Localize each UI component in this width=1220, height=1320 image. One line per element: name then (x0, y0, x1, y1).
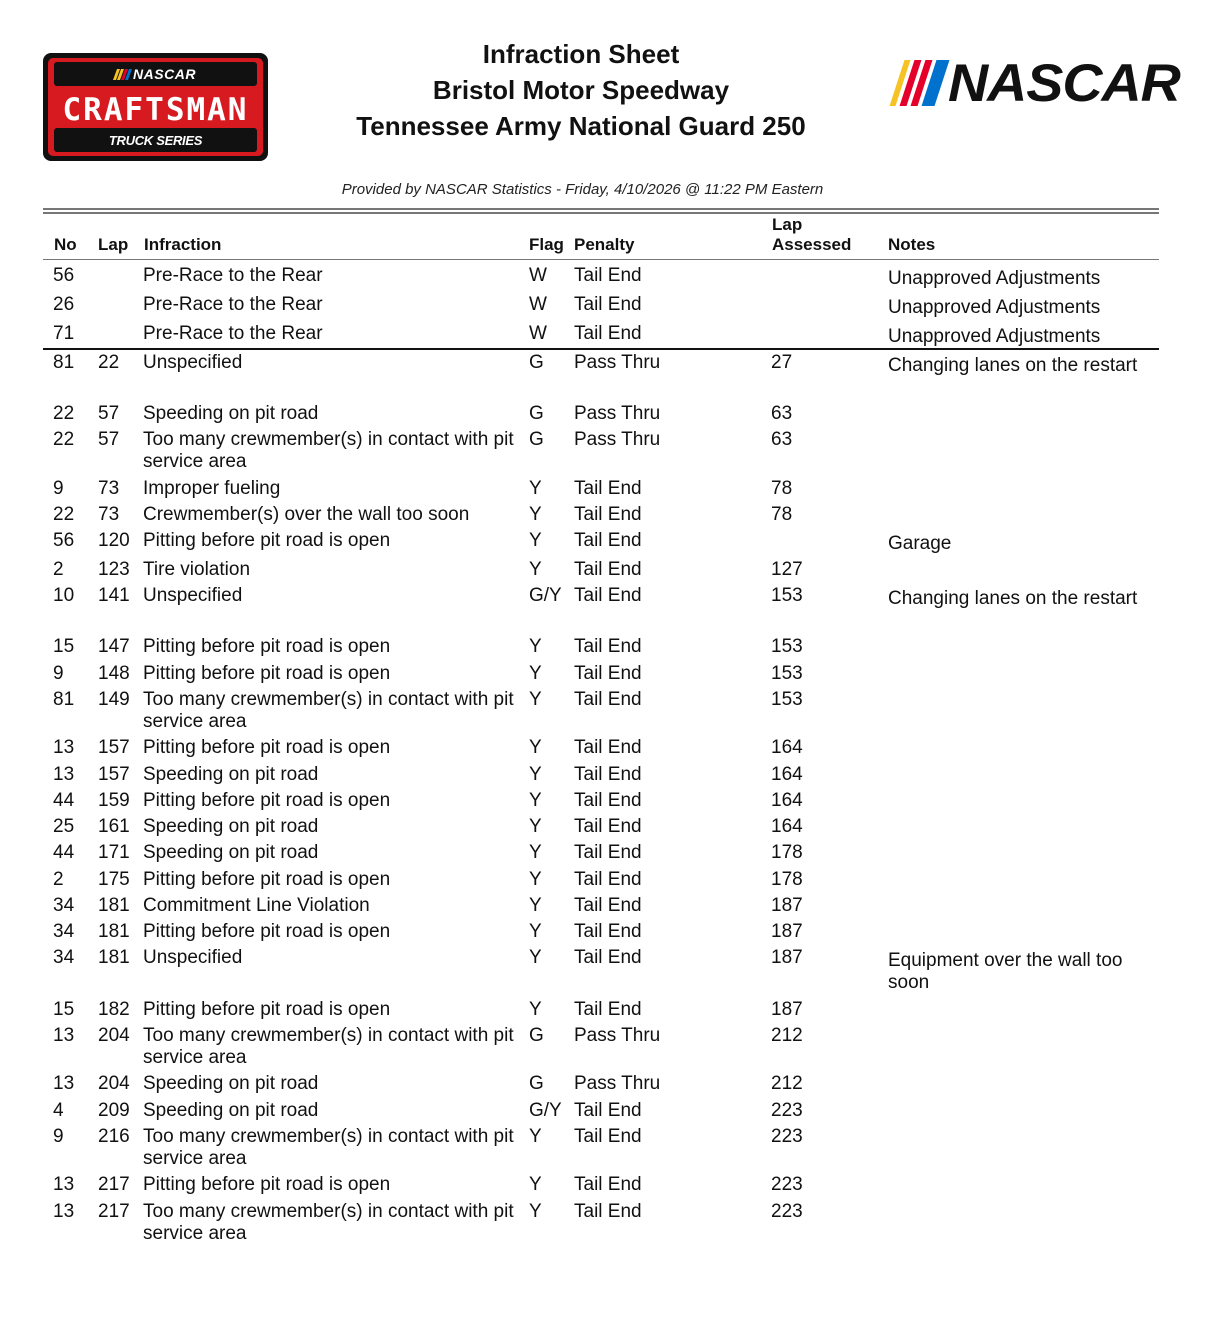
cell-infraction: Pre-Race to the Rear (143, 265, 323, 286)
cell-lap: 73 (98, 478, 120, 499)
cell-lap-assessed: 78 (771, 478, 793, 499)
cell-lap: 157 (98, 764, 130, 785)
logo-truck-series-text: TRUCK SERIES (54, 128, 257, 152)
cell-flag: G (529, 429, 544, 450)
column-header-lap-assessed-line2: Assessed (772, 235, 852, 254)
cell-lap-assessed: 164 (771, 816, 803, 837)
cell-lap-assessed: 212 (771, 1073, 803, 1094)
cell-car-number: 34 (53, 895, 75, 916)
cell-car-number: 22 (53, 504, 75, 525)
cell-flag: Y (529, 999, 542, 1020)
cell-infraction: Too many crewmember(s) in contact with pit service area (143, 1025, 514, 1068)
cell-penalty: Tail End (574, 585, 642, 606)
cell-flag: Y (529, 869, 542, 890)
cell-lap-assessed: 187 (771, 999, 803, 1020)
cell-car-number: 81 (53, 689, 75, 710)
cell-flag: G/Y (529, 585, 562, 606)
cell-lap: 204 (98, 1073, 130, 1094)
cell-penalty: Tail End (574, 504, 642, 525)
cell-car-number: 13 (53, 1073, 75, 1094)
cell-infraction: Commitment Line Violation (143, 895, 370, 916)
cell-lap: 181 (98, 947, 130, 968)
cell-lap-assessed: 164 (771, 790, 803, 811)
cell-lap: 217 (98, 1201, 130, 1222)
cell-infraction: Too many crewmember(s) in contact with pit service area (143, 429, 514, 472)
cell-infraction: Pitting before pit road is open (143, 999, 391, 1020)
logo-red-panel (48, 58, 263, 156)
cell-flag: W (529, 294, 547, 315)
cell-flag: Y (529, 504, 542, 525)
cell-flag: Y (529, 921, 542, 942)
nascar-logo (897, 53, 1180, 113)
cell-car-number: 44 (53, 842, 75, 863)
cell-lap-assessed: 187 (771, 921, 803, 942)
cell-penalty: Tail End (574, 689, 642, 710)
cell-flag: Y (529, 895, 542, 916)
cell-infraction: Pitting before pit road is open (143, 1174, 391, 1195)
cell-car-number: 22 (53, 403, 75, 424)
cell-infraction: Pitting before pit road is open (143, 790, 391, 811)
cell-penalty: Tail End (574, 764, 642, 785)
cell-lap-assessed: 212 (771, 1025, 803, 1046)
cell-car-number: 9 (53, 1126, 64, 1147)
cell-car-number: 56 (53, 530, 75, 551)
cell-infraction: Pre-Race to the Rear (143, 294, 323, 315)
cell-car-number: 22 (53, 429, 75, 450)
cell-penalty: Pass Thru (574, 1073, 661, 1094)
cell-penalty: Tail End (574, 790, 642, 811)
cell-penalty: Tail End (574, 999, 642, 1020)
cell-lap-assessed: 187 (771, 895, 803, 916)
cell-infraction: Speeding on pit road (143, 403, 319, 424)
cell-flag: G (529, 403, 544, 424)
cell-flag: Y (529, 663, 542, 684)
cell-lap: 159 (98, 790, 130, 811)
column-header-flag: Flag (529, 235, 564, 254)
provided-by-line: Provided by NASCAR Statistics - Friday, 4/10/2026 @ 11:22 PM Eastern (341, 181, 824, 198)
cell-car-number: 4 (53, 1100, 64, 1121)
cell-lap-assessed: 223 (771, 1201, 803, 1222)
title-block (330, 36, 832, 144)
column-header-lap: Lap (98, 235, 129, 254)
cell-car-number: 15 (53, 999, 75, 1020)
logo-nascar-text: NASCAR (133, 66, 196, 82)
cell-penalty: Pass Thru (574, 1025, 661, 1046)
cell-lap-assessed: 63 (771, 403, 793, 424)
cell-lap: 181 (98, 921, 130, 942)
cell-lap: 123 (98, 559, 130, 580)
cell-lap-assessed: 178 (771, 869, 803, 890)
cell-car-number: 13 (53, 1174, 75, 1195)
cell-infraction: Pitting before pit road is open (143, 869, 391, 890)
cell-lap: 209 (98, 1100, 130, 1121)
nascar-stripes-icon (113, 69, 132, 80)
cell-flag: Y (529, 947, 542, 968)
cell-penalty: Tail End (574, 1174, 642, 1195)
cell-infraction: Speeding on pit road (143, 816, 319, 837)
cell-car-number: 2 (53, 869, 64, 890)
cell-lap: 181 (98, 895, 130, 916)
cell-car-number: 13 (53, 737, 75, 758)
cell-lap-assessed: 178 (771, 842, 803, 863)
header-rule (43, 259, 1159, 260)
cell-car-number: 56 (53, 265, 75, 286)
cell-lap: 175 (98, 869, 130, 890)
nascar-stripes-icon (890, 60, 950, 106)
cell-penalty: Tail End (574, 895, 642, 916)
cell-car-number: 10 (53, 585, 75, 606)
cell-lap-assessed: 153 (771, 636, 803, 657)
cell-lap: 57 (98, 429, 120, 450)
cell-flag: G/Y (529, 1100, 562, 1121)
cell-penalty: Tail End (574, 921, 642, 942)
cell-infraction: Unspecified (143, 585, 243, 606)
cell-lap-assessed: 223 (771, 1174, 803, 1195)
cell-lap: 157 (98, 737, 130, 758)
cell-flag: Y (529, 816, 542, 837)
column-header-notes: Notes (888, 235, 936, 254)
cell-infraction: Speeding on pit road (143, 1100, 319, 1121)
page-title: Infraction Sheet (482, 39, 680, 69)
cell-lap: 217 (98, 1174, 130, 1195)
cell-notes: Unapproved Adjustments (888, 326, 1101, 347)
cell-infraction: Tire violation (143, 559, 251, 580)
cell-lap-assessed: 164 (771, 737, 803, 758)
cell-infraction: Pitting before pit road is open (143, 737, 391, 758)
cell-lap-assessed: 153 (771, 663, 803, 684)
cell-penalty: Tail End (574, 294, 642, 315)
cell-lap: 57 (98, 403, 120, 424)
cell-penalty: Pass Thru (574, 429, 661, 450)
cell-penalty: Tail End (574, 869, 642, 890)
cell-flag: Y (529, 1126, 542, 1147)
track-name: Bristol Motor Speedway (432, 75, 730, 105)
cell-penalty: Tail End (574, 636, 642, 657)
cell-flag: Y (529, 636, 542, 657)
logo-top-band (54, 62, 257, 86)
nascar-wordmark: NASCAR (948, 53, 1180, 113)
cell-lap: 141 (98, 585, 130, 606)
cell-notes: Unapproved Adjustments (888, 297, 1101, 318)
cell-lap-assessed: 63 (771, 429, 793, 450)
cell-notes: Garage (888, 533, 952, 554)
cell-car-number: 44 (53, 790, 75, 811)
cell-penalty: Tail End (574, 478, 642, 499)
cell-notes: Changing lanes on the restart (888, 355, 1138, 376)
cell-penalty: Tail End (574, 1126, 642, 1147)
cell-notes: Changing lanes on the restart (888, 588, 1138, 609)
cell-lap: 73 (98, 504, 120, 525)
cell-lap: 216 (98, 1126, 130, 1147)
race-name: Tennessee Army National Guard 250 (356, 111, 806, 141)
cell-notes: Equipment over the wall too soon (888, 950, 1123, 993)
cell-infraction: Unspecified (143, 947, 243, 968)
cell-car-number: 2 (53, 559, 64, 580)
column-header-penalty: Penalty (574, 235, 635, 254)
cell-infraction: Pitting before pit road is open (143, 636, 391, 657)
cell-penalty: Tail End (574, 323, 642, 344)
cell-flag: Y (529, 790, 542, 811)
cell-infraction: Crewmember(s) over the wall too soon (143, 504, 470, 525)
cell-penalty: Tail End (574, 842, 642, 863)
cell-car-number: 34 (53, 921, 75, 942)
cell-flag: Y (529, 842, 542, 863)
cell-infraction: Speeding on pit road (143, 842, 319, 863)
cell-penalty: Tail End (574, 816, 642, 837)
cell-penalty: Pass Thru (574, 352, 661, 373)
cell-car-number: 34 (53, 947, 75, 968)
cell-flag: G (529, 1073, 544, 1094)
cell-infraction: Too many crewmember(s) in contact with pit service area (143, 1126, 514, 1169)
cell-lap: 148 (98, 663, 130, 684)
cell-lap: 171 (98, 842, 130, 863)
cell-flag: W (529, 265, 547, 286)
cell-flag: Y (529, 478, 542, 499)
cell-flag: W (529, 323, 547, 344)
cell-lap: 161 (98, 816, 130, 837)
column-header-no: No (54, 235, 77, 254)
cell-flag: Y (529, 1201, 542, 1222)
column-header-lap-assessed-line1: Lap (772, 215, 803, 234)
cell-penalty: Tail End (574, 1100, 642, 1121)
cell-penalty: Tail End (574, 559, 642, 580)
cell-infraction: Unspecified (143, 352, 243, 373)
cell-car-number: 9 (53, 663, 64, 684)
cell-flag: Y (529, 530, 542, 551)
cell-lap-assessed: 187 (771, 947, 803, 968)
cell-car-number: 25 (53, 816, 75, 837)
cell-infraction: Pitting before pit road is open (143, 530, 391, 551)
logo-craftsman-text: CRAFTSMAN (62, 92, 249, 128)
cell-infraction: Pitting before pit road is open (143, 663, 391, 684)
cell-lap-assessed: 153 (771, 689, 803, 710)
cell-car-number: 81 (53, 352, 75, 373)
cell-lap: 204 (98, 1025, 130, 1046)
cell-lap-assessed: 78 (771, 504, 793, 525)
cell-penalty: Tail End (574, 947, 642, 968)
cell-flag: Y (529, 559, 542, 580)
cell-lap-assessed: 223 (771, 1126, 803, 1147)
cell-flag: Y (529, 689, 542, 710)
cell-infraction: Speeding on pit road (143, 764, 319, 785)
cell-infraction: Speeding on pit road (143, 1073, 319, 1094)
cell-flag: Y (529, 737, 542, 758)
cell-infraction: Pitting before pit road is open (143, 921, 391, 942)
craftsman-truck-series-logo (43, 53, 268, 161)
cell-lap: 182 (98, 999, 130, 1020)
cell-infraction: Improper fueling (143, 478, 281, 499)
cell-lap-assessed: 27 (771, 352, 793, 373)
cell-lap: 147 (98, 636, 130, 657)
pre-race-section-rule (43, 348, 1159, 350)
cell-lap: 22 (98, 352, 120, 373)
cell-infraction: Too many crewmember(s) in contact with pit service area (143, 689, 514, 732)
cell-infraction: Pre-Race to the Rear (143, 323, 323, 344)
cell-car-number: 15 (53, 636, 75, 657)
cell-flag: Y (529, 764, 542, 785)
column-header-infraction: Infraction (144, 235, 222, 254)
header-double-rule (43, 208, 1159, 214)
cell-lap-assessed: 127 (771, 559, 803, 580)
cell-car-number: 13 (53, 1025, 75, 1046)
cell-penalty: Tail End (574, 737, 642, 758)
cell-lap: 149 (98, 689, 130, 710)
cell-penalty: Tail End (574, 663, 642, 684)
cell-infraction: Too many crewmember(s) in contact with pit service area (143, 1201, 514, 1244)
cell-lap-assessed: 164 (771, 764, 803, 785)
cell-penalty: Tail End (574, 530, 642, 551)
cell-car-number: 26 (53, 294, 75, 315)
cell-notes: Unapproved Adjustments (888, 268, 1101, 289)
cell-car-number: 13 (53, 764, 75, 785)
cell-lap-assessed: 153 (771, 585, 803, 606)
cell-car-number: 13 (53, 1201, 75, 1222)
cell-penalty: Tail End (574, 265, 642, 286)
cell-flag: Y (529, 1174, 542, 1195)
cell-lap: 120 (98, 530, 130, 551)
cell-penalty: Tail End (574, 1201, 642, 1222)
cell-car-number: 71 (53, 323, 75, 344)
cell-flag: G (529, 1025, 544, 1046)
cell-flag: G (529, 352, 544, 373)
cell-penalty: Pass Thru (574, 403, 661, 424)
cell-car-number: 9 (53, 478, 64, 499)
cell-lap-assessed: 223 (771, 1100, 803, 1121)
